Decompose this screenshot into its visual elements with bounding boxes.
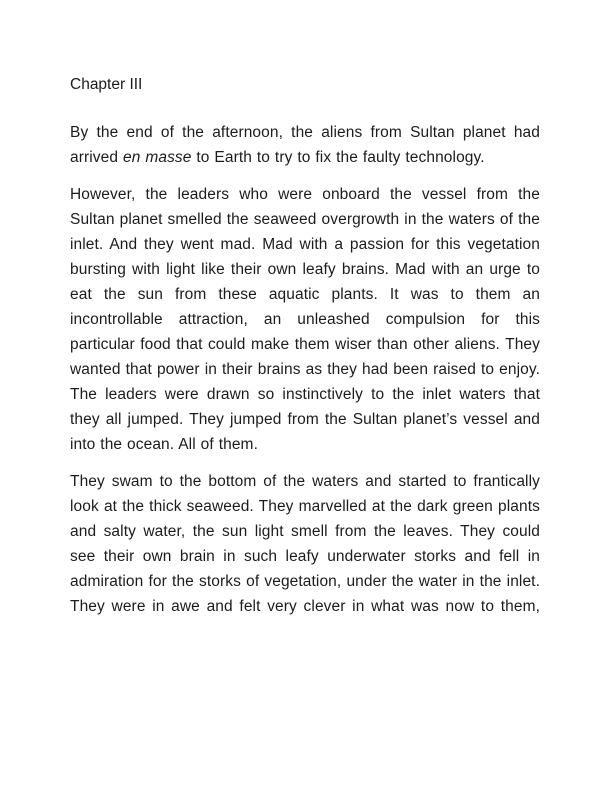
text-segment: They swam to the bottom of the waters and started to frantically look at the thick seaweed. They marvelled at the dark green plants and salty water, the sun light smell from the leaves. They could see their own brain in such leafy underwater storks and fell in admiration for the storks of vegetation, under the water in the inlet. They were in awe and felt very clever in what was now to them,	[70, 473, 540, 615]
paragraph	[70, 469, 540, 619]
paragraph	[70, 120, 540, 170]
text-segment: to Earth to try to fix the faulty technology.	[191, 149, 485, 166]
text-segment: By the end of the afternoon, the aliens from Sultan planet had arrived	[70, 124, 540, 166]
chapter-heading: Chapter III	[70, 76, 143, 93]
body-text	[70, 120, 540, 619]
italic-text-segment: en masse	[122, 149, 192, 166]
paragraph	[70, 182, 540, 457]
text-segment: However, the leaders who were onboard the vessel from the Sultan planet smelled the seaweed overgrowth in the waters of the inlet. And they went mad. Mad with a passion for this vegetation bursting with light like their own leafy brains. Mad with an urge to eat the sun from these aquatic plants. It was to them an incontrollable attraction, an unleashed compulsion for this particular food that could make them wiser than other aliens. They wanted that power in their brains as they had been raised to enjoy. The leaders were drawn so instinctively to the inlet waters that they all jumped. They jumped from the Sultan planet’s vessel and into the ocean. All of them.	[70, 186, 540, 453]
